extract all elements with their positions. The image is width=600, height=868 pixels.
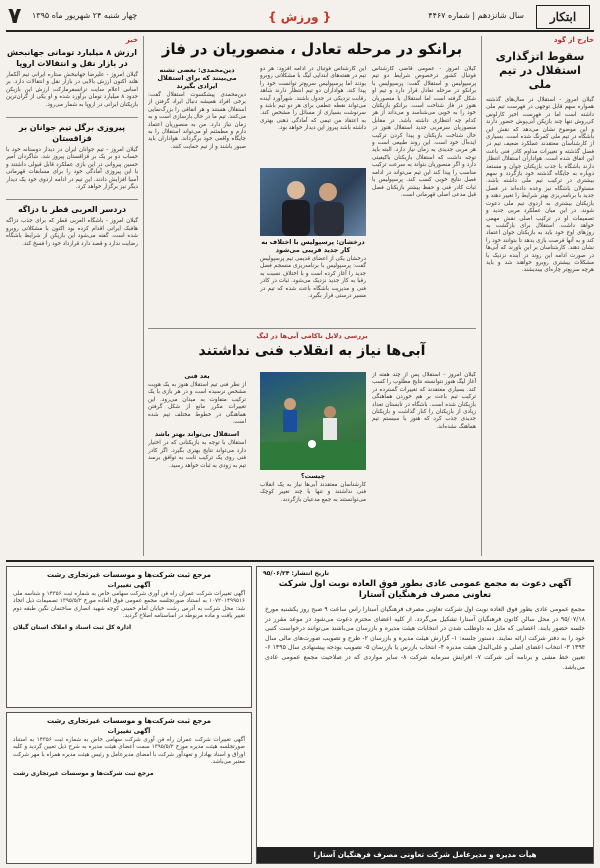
column-divider	[143, 36, 144, 556]
notice2-title: مرجع ثبت شرکت‌ها و موسسات غیرتجاری رشت	[46, 717, 212, 725]
ads-divider	[6, 560, 594, 562]
main-subheading-1: درخشان: پرسپولیس با اختلاف به کار جدید قریبی می‌شود	[261, 238, 365, 254]
coop-title: آگهی دعوت به مجمع عمومی عادی بطور فوق العاده نوبت اول شرکت تعاونی مصرف فرهنگیان آستارا	[278, 579, 572, 600]
mid-headline: آبی‌ها نیاز به انقلاب فنی نداشتند	[198, 343, 426, 359]
left-headline-2: پیروزی برگل تیم جوانان بر قزاقستان	[19, 123, 125, 144]
notice1-title: مرجع ثبت شرکت‌ها و موسسات غیرتجاری رشت	[46, 571, 212, 579]
mid-body-col3	[148, 372, 246, 556]
newspaper-logo: ابتکار	[536, 5, 590, 29]
main-sub1-block	[260, 238, 366, 324]
notice1-signature: اداره کل ثبت اسناد و املاک استان گیلان	[13, 623, 132, 631]
coop-meeting-notice	[256, 566, 594, 864]
main-body-col2	[260, 66, 366, 166]
main-body-col1	[372, 66, 476, 324]
mid-sub3-block	[260, 472, 366, 556]
main-body-d: دین‌محمدی پیشکسوت استقلال گفت: برخی افراد همیشه دنبال ایراد گرفتن از استقلال هستند و هر اتفاقی را بزرگ‌نمایی می‌کنند. تیم ما در حال بازسازی است و به زمان نیاز دارد. من به منصوریان اعتماد دارم و مطمئنم او می‌تواند استقلال را به جایگاه واقعی خود برگرداند. هواداران باید صبور باشند و از تیم حمایت کنند.	[148, 92, 246, 150]
right-column-kicker: خارج از گود	[553, 36, 594, 44]
notice1-subtitle: آگهی تغییرات	[107, 581, 151, 589]
photo-figures	[260, 168, 366, 236]
mid-body-b: از نظر فنی تیم استقلال هنوز به یک هویت مشخص نرسیده است و در هر بازی با یک ترکیب متفاوت به میدان می‌رود. این تغییرات مکرر مانع از شکل گرفتن هماهنگی در خطوط مختلف تیم شده است.	[148, 382, 246, 426]
left-body-2: گیلان امروز - تیم جوانان ایران در دیدار دوستانه خود با حساب دو بر یک بر قزاقستان پیروز شد. شاگردان امیر حسین پیروانی در این بازی عملکرد قابل قبولی داشتند و با این پیروزی آمادگی خود را برای مسابقات قهرمانی آسیا افزایش دادند. این تیم در ادامه اردوی خود یک دیدار دیگر نیز برگزار خواهد کرد.	[6, 147, 138, 191]
photo-players	[260, 372, 366, 470]
issue-date: چهار شنبه ۲۴ شهریور ماه ۱۳۹۵	[32, 11, 138, 20]
registry-notice-2	[6, 712, 252, 864]
mid-body-col1	[372, 372, 476, 556]
coop-publish-date: تاریخ انتشار: ۹۵/۰۶/۲۴	[263, 570, 330, 577]
mid-subheading-2: استقلال بی‌تواند بهتر باشد	[154, 430, 240, 439]
left-column	[6, 36, 138, 556]
page-number: ۷	[8, 4, 22, 29]
mid-body-a: گیلان امروز - استقلال پس از چند هفته از آغاز لیگ هنوز نتوانسته نتایج مطلوب را کسب کند. بسیاری معتقدند که تغییرات گسترده در ترکیب تیم باعث بر هم خوردن هماهنگی بازیکنان شده است. باشگاه در تابستان تعداد زیادی از بازیکنان را کنار گذاشت و بازیکنان جدیدی جذب کرد که هنوز با سیستم تیم هماهنگ نشده‌اند.	[372, 372, 476, 430]
match-photo	[260, 372, 366, 470]
coop-footer: هیأت مدیره و مدیرعامل شرکت تعاونی مصرف فرهنگیان آستارا	[257, 847, 593, 863]
left-body-3: گیلان امروز - باشگاه العربی قطر که برای جذب دزاگه هافبک ایرانی اقدام کرده بود اکنون با مشکلاتی روبرو شده است. گفته می‌شود این بازیکن از شرایط باشگاه رضایت ندارد و قصد دارد قرارداد خود را فسخ کند.	[6, 218, 138, 247]
right-column-headline: سقوط اتزگذاری استقلال در تیم ملی	[495, 50, 585, 91]
mid-subheading-1: بعد فنی	[184, 372, 210, 380]
main-body-a: گیلان امروز - عمومی قاضی کارشناس فوتبال کشور درخصوص شرایط دو تیم پرسپولیس و استقلال گفت: پرسپولیس با برانکو در مرحله تعادل قرار دارد و تیم او شکل گرفته است اما استقلال با منصوریان هنوز در فاز شناخت است. برانکو بازیکنان خود را به خوبی می‌شناسد و می‌داند از هر کدام چه انتظاری داشته باشد. در مقابل منصوریان سرمربی جدید استقلال هنوز در حال شناخت بازیکنان و پیدا کردن ترکیب ایده‌آل خود است. این روند طبیعی است و هر مربی جدیدی به زمان نیاز دارد. البته باید توجه داشت که استقلال بازیکنان باکیفیتی دارد و اگر منصوریان بتواند به سرعت ترکیب مناسب را پیدا کند این تیم می‌تواند در ادامه فصل نتایج خوبی کسب کند. پرسپولیس با ثبات کادر فنی و حفظ بیشتر بازیکنان فصل قبل مدعی اصلی قهرمانی است.	[372, 66, 476, 198]
mid-subheading-3: چیست؟	[300, 472, 326, 480]
page-header	[6, 4, 594, 32]
main-body-b: این کارشناس فوتبال در ادامه افزود: هر دو تیم در هفته‌های ابتدایی لیگ با مشکلاتی روبرو بودند اما پرسپولیس سریع‌تر توانست خود را پیدا کند. هواداران دو تیم انتظار دارند شاهد رقابت نزدیکی در جدول باشند. شهرآورد آینده می‌تواند نقطه عطفی برای هر دو تیم باشد و سرنوشت بسیاری از مسائل را مشخص کند. به اعتقاد من تیمی که آمادگی ذهنی بهتری داشته باشد پیروز این دیدار خواهد بود.	[260, 66, 366, 132]
notice2-subtitle: آگهی تغییرات	[107, 727, 151, 735]
left-column-kicker: خبر	[125, 36, 138, 44]
main-body-c: درخشان یکی از اعضای قدیمی تیم پرسپولیس گفت: پرسپولیس با برنامه‌ریزی منسجم فصل جدید را آغاز کرده است و با اختلاف نسبت به رقبا به کار جدید نزدیک می‌شود. ثبات در کادر فنی و مدیریت باشگاه باعث شده که تیم در مسیر درستی قرار بگیرد.	[260, 256, 366, 300]
mid-body-c: استقلال با توجه به بازیکنانی که در اختیار دارد می‌تواند نتایج بهتری بگیرد. اگر کادر فنی روی یک ترکیب ثابت به توافق برسد تیم به زودی به ثبات خواهد رسید.	[148, 440, 246, 469]
mid-kicker: بررسی دلایل ناکامی آبی‌ها در لیگ	[256, 332, 368, 340]
mid-body-d: کارشناسان معتقدند آبی‌ها نیاز به یک انقلاب فنی نداشتند و تنها با چند تغییر کوچک می‌توانستند به جمع مدعیان بازگردند.	[260, 482, 366, 503]
issue-number: سال شانزدهم | شماره ۴۴۶۷	[428, 11, 524, 20]
coaches-photo	[260, 168, 366, 236]
main-body-col3	[148, 66, 246, 324]
coop-body: مجمع عمومی عادی بطور فوق العاده نوبت اول شرکت تعاونی مصرف فرهنگیان آستارا راس ساعت ۹ صبح روز یکشنبه مورخ ۹۵/۰۷/۱۸ در محل سالن کانون فرهنگیان آستارا تشکیل می‌گردد. از کلیه اعضای محترم دعوت می‌شود در موعد مقرر در جلسه حضور یابند. اعضایی که مایل به داوطلب شدن در انتخابات هیئت مدیره و بازرسان می‌باشند می‌توانند درخواست کتبی خود را به دفتر شرکت ارائه نمایند. دستور جلسه: ۱- گزارش هیئت مدیره و بازرسان ۲- طرح و تصویب صورت‌های مالی سال ۱۳۹۴ ۳- انتخاب اعضای اصلی و علی‌البدل هیئت مدیره ۴- انتخاب بازرس یا بازرسان ۵- تصویب بودجه پیشنهادی سال ۱۳۹۵ ۶- تعیین خط مشی و برنامه آتی شرکت ۷- افزایش سرمایه شرکت ۸- سایر مواردی که در صلاحیت مجمع عمومی عادی می‌باشد.	[265, 606, 586, 671]
notice2-body: آگهی تغییرات شرکت عمران راه فن آوری شرکت سهامی خاص به شماره ثبت ۱۴۳۵۶ به استناد صورتجلسه هیئت مدیره مورخ ۱۳۹۵/۵/۲ سمت اعضای هیئت مدیره به شرح ذیل تعیین گردید و کلیه اوراق و اسناد بهادار و تعهدآور شرکت با امضای مدیرعامل و رئیس هیئت مدیره همراه با مهر شرکت معتبر می‌باشد.	[13, 737, 245, 766]
notice2-signature: مرجع ثبت شرکت‌ها و موسسات غیرتجاری رشت	[13, 769, 154, 777]
main-headline: برانکو در مرحله تعادل ، منصوریان در فاز	[161, 40, 463, 58]
notice1-body: آگهی تغییرات شرکت عمران راه فن آوری شرکت سهامی خاص به شماره ثبت ۱۴۳۵۶ و شناسه ملی ۱۰۷۲۰۱۴۹۹۵۱۶ به استناد صورتجلسه مجمع عمومی فوق العاده مورخ ۱۳۹۵/۵/۲ تصمیمات ذیل اتخاذ شد: محل شرکت به آدرس رشت خیابان امام خمینی کوچه شهید انصاری ساختمان نگین طبقه دوم تغییر یافت و ماده مربوطه در اساسنامه اصلاح گردید.	[13, 591, 245, 620]
registry-notice-1	[6, 566, 252, 708]
main-subheading-2: دین‌محمدی: بعضی تشنه می‌بینند که برای استقلال ایرادی بگیرند	[157, 66, 237, 90]
main-headline-box	[148, 36, 476, 64]
mid-headline-box	[148, 328, 476, 371]
column-divider	[481, 36, 482, 556]
left-headline-1: ارزش ۸ میلیارد تومانی جهانبخش در بازار نقل و انتقالات اروپا	[7, 48, 137, 68]
left-body-1: گیلان امروز - علیرضا جهانبخش ستاره ایرانی تیم آلکمار هلند اکنون ارزش بالایی در بازار نقل و انتقالات دارد. بر اساس اعلام سایت ترانسفرمارکت ارزش این بازیکن حدود ۸ میلیارد تومان برآورد شده و او یکی از گران‌ترین بازیکنان ایرانی در اروپا به شمار می‌رود.	[6, 72, 138, 108]
right-column	[486, 36, 594, 556]
section-title: { ورزش }	[268, 10, 332, 24]
left-headline-3: دردسر العربی قطر با دزاگه	[17, 205, 127, 215]
right-column-body: گیلان امروز - استقلال در سال‌های گذشته همواره سهم قابل توجهی در فهرست تیم ملی داشته است اما در فهرست اخیر کارلوس کی‌روش تنها چند بازیکن آبی‌پوش حضور دارند و این موضوع نشان می‌دهد که نقش این باشگاه در تیم ملی کمرنگ شده است. بسیاری از کارشناسان معتقدند عملکرد ضعیف تیم در فصل گذشته و تغییرات مداوم کادر فنی باعث این اتفاق شده است. هواداران استقلال انتظار دارند باشگاه با جذب بازیکنان جوان و مستعد دوباره به جایگاه گذشته خود بازگردد و سهم بیشتری در ترکیب تیم ملی داشته باشد. مسئولان باشگاه نیز وعده داده‌اند در فصل جدید با برنامه‌ریزی بهتر شرایط را تغییر دهند و بازیکنان بیشتری به اردوی تیم ملی دعوت شوند. در این میان عملکرد مربی جدید و تصمیمات او در ترکیب اصلی نقش مهمی خواهد داشت. استقلال برای بازگشت به روزهای اوج خود باید به بازیکنان جوان اعتماد کند و به آنها فرصت بازی بدهد تا بتوانند خود را نشان دهند. کارشناسان بر این باورند که آبی‌ها در صورت ادامه این روند در آینده نزدیک با مشکلات بیشتری روبرو خواهند شد و باید هرچه سریع‌تر چاره‌ای بیندیشند.	[486, 97, 594, 274]
